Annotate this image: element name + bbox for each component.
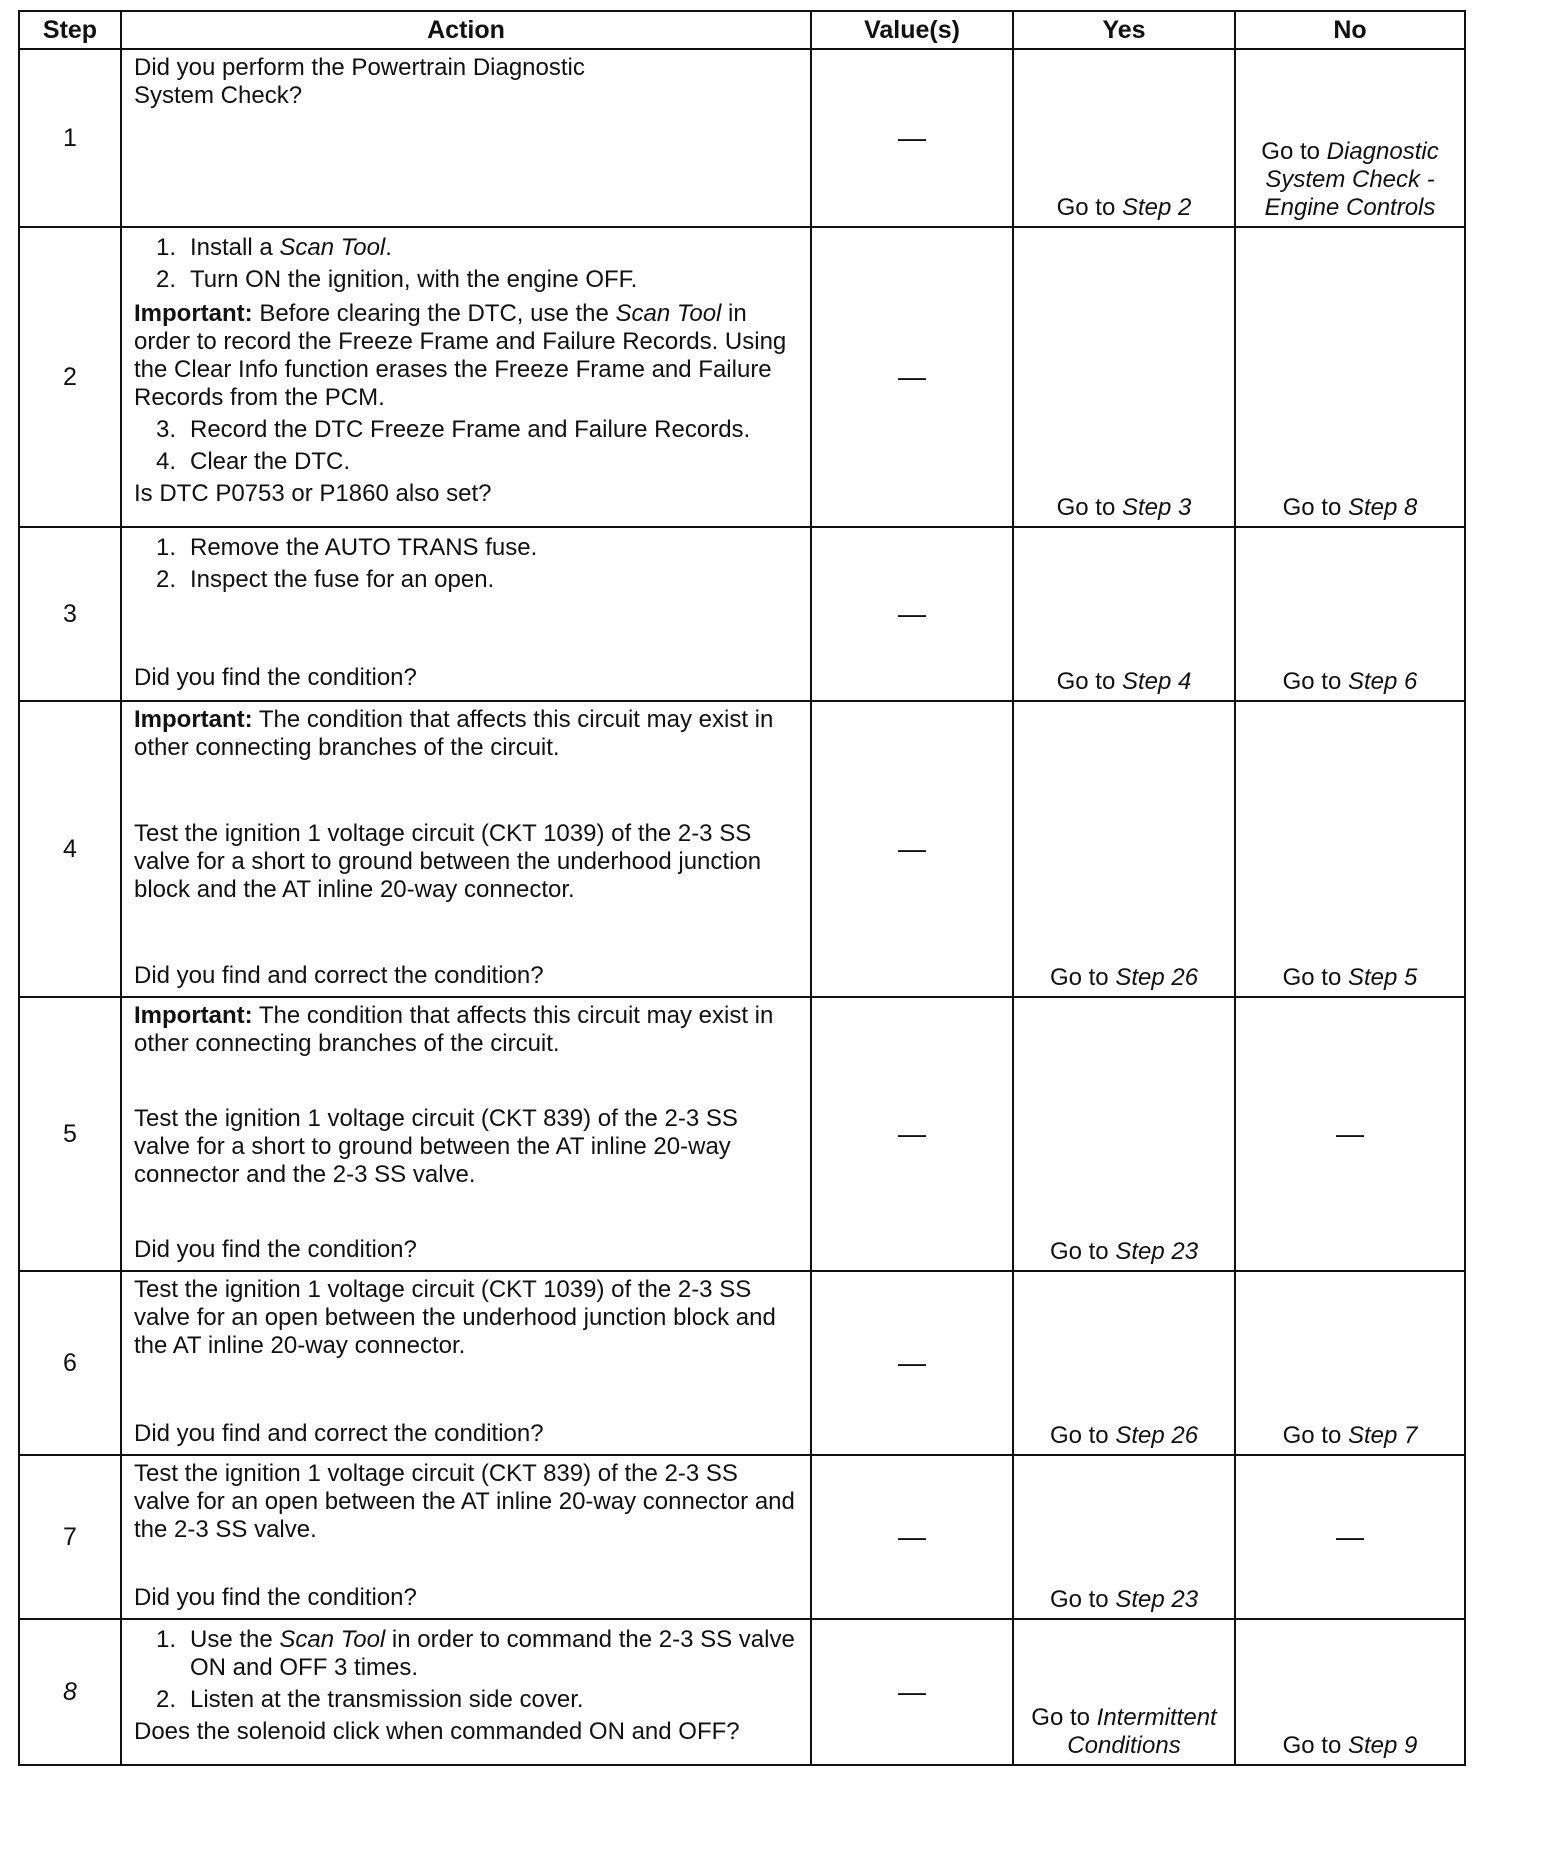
question-text: Did you perform the Powertrain Diagnostic System Check? (134, 54, 585, 109)
yes-cell: Go to Step 23 (1013, 1455, 1235, 1619)
yes-cell: Go to Step 4 (1013, 527, 1235, 701)
no-cell: — (1235, 997, 1465, 1271)
value-cell: — (811, 527, 1013, 701)
step-number: 2 (19, 227, 121, 527)
yes-cell (1013, 49, 1235, 227)
list-item: 1. Remove the AUTO TRANS fuse. (156, 534, 538, 561)
diagnostic-table (18, 10, 1466, 1766)
value-cell: — (811, 701, 1013, 997)
table-row (19, 49, 1465, 227)
yes-prefix: Go to (1056, 194, 1116, 221)
action-cell (121, 49, 811, 227)
action-cell (121, 1619, 811, 1765)
action-cell (121, 997, 811, 1271)
header-no: No (1235, 11, 1465, 49)
header-step: Step (19, 11, 121, 49)
no-cell: Go to Step 5 (1235, 701, 1465, 997)
list-item: 2. Listen at the transmission side cover. (156, 1686, 584, 1713)
body-text: Test the ignition 1 voltage circuit (CKT 839) of the 2-3 SS valve for an open between the AT inline 20-way connector and the 2-3 SS valve. (134, 1460, 795, 1543)
list-item: 1. Use the Scan Tool in order to command the 2-3 SS valve ON and OFF 3 times. (156, 1626, 795, 1681)
list-item: 1. Install a Scan Tool. (156, 234, 392, 261)
body-text: Test the ignition 1 voltage circuit (CKT 1039) of the 2-3 SS valve for an open between the underhood junction block and the AT inline 20-way connector. (134, 1276, 776, 1359)
important-note: Important: The condition that affects this circuit may exist in other connecting branches of the circuit. (134, 706, 774, 761)
header-yes: Yes (1013, 11, 1235, 49)
action-cell (121, 227, 811, 527)
value-cell: — (811, 1271, 1013, 1455)
header-action: Action (121, 11, 811, 49)
no-cell: — (1235, 1455, 1465, 1619)
question-text: Did you find the condition? (134, 1584, 417, 1611)
value-cell: — (811, 49, 1013, 227)
table-row (19, 701, 1465, 997)
yes-target: Step 2 (1121, 194, 1192, 221)
body-text: Test the ignition 1 voltage circuit (CKT 1039) of the 2-3 SS valve for a short to ground between the underhood junction block and the AT inline 20-way connector. (134, 820, 762, 903)
step-number: 4 (19, 701, 121, 997)
action-cell (121, 701, 811, 997)
yes-cell: Go to Step 26 (1013, 701, 1235, 997)
step-number: 3 (19, 527, 121, 701)
question-text: Did you find and correct the condition? (134, 1420, 544, 1447)
table-row (19, 527, 1465, 701)
table-row (19, 227, 1465, 527)
no-cell: Go to Step 9 (1235, 1619, 1465, 1765)
no-cell: Go to Step 6 (1235, 527, 1465, 701)
no-prefix: Go to (1261, 138, 1320, 165)
important-note: Important: Before clearing the DTC, use the Scan Tool in order to record the Freeze Frame and Failure Records. Using the Clear Info function erases the Freeze Frame and Failure Records from the PCM. (134, 300, 787, 411)
question-text: Does the solenoid click when commanded ON and OFF? (134, 1718, 740, 1745)
yes-cell: Go to Step 3 (1013, 227, 1235, 527)
value-cell: — (811, 997, 1013, 1271)
step-number: 5 (19, 997, 121, 1271)
question-text: Is DTC P0753 or P1860 also set? (134, 480, 492, 507)
yes-cell: Go to Step 23 (1013, 997, 1235, 1271)
header-values: Value(s) (811, 11, 1013, 49)
yes-cell: Go to Intermittent Conditions (1013, 1619, 1235, 1765)
table-row (19, 1271, 1465, 1455)
question-text: Did you find and correct the condition? (134, 962, 544, 989)
list-item: 4. Clear the DTC. (156, 448, 351, 475)
action-cell (121, 527, 811, 701)
no-target: Diagnostic System Check - Engine Controls (1264, 138, 1439, 221)
value-cell: — (811, 1455, 1013, 1619)
table-row (19, 1455, 1465, 1619)
no-cell: Go to Step 8 (1235, 227, 1465, 527)
question-text: Did you find the condition? (134, 1236, 417, 1263)
body-text: Test the ignition 1 voltage circuit (CKT 839) of the 2-3 SS valve for a short to ground between the AT inline 20-way connector and the 2-3 SS valve. (134, 1105, 738, 1188)
list-item: 3. Record the DTC Freeze Frame and Failure Records. (156, 416, 751, 443)
important-note: Important: The condition that affects this circuit may exist in other connecting branches of the circuit. (134, 1002, 774, 1057)
step-number: 8 (19, 1619, 121, 1765)
action-cell (121, 1271, 811, 1455)
list-item: 2. Inspect the fuse for an open. (156, 566, 495, 593)
no-cell (1235, 49, 1465, 227)
step-number: 7 (19, 1455, 121, 1619)
value-cell: — (811, 1619, 1013, 1765)
yes-cell: Go to Step 26 (1013, 1271, 1235, 1455)
action-cell (121, 1455, 811, 1619)
header-row (19, 11, 1465, 49)
list-item: 2. Turn ON the ignition, with the engine OFF. (156, 266, 638, 293)
table-row (19, 997, 1465, 1271)
table-row (19, 1619, 1465, 1765)
value-cell: — (811, 227, 1013, 527)
question-text: Did you find the condition? (134, 664, 417, 691)
no-cell: Go to Step 7 (1235, 1271, 1465, 1455)
step-number: 6 (19, 1271, 121, 1455)
step-number: 1 (19, 49, 121, 227)
